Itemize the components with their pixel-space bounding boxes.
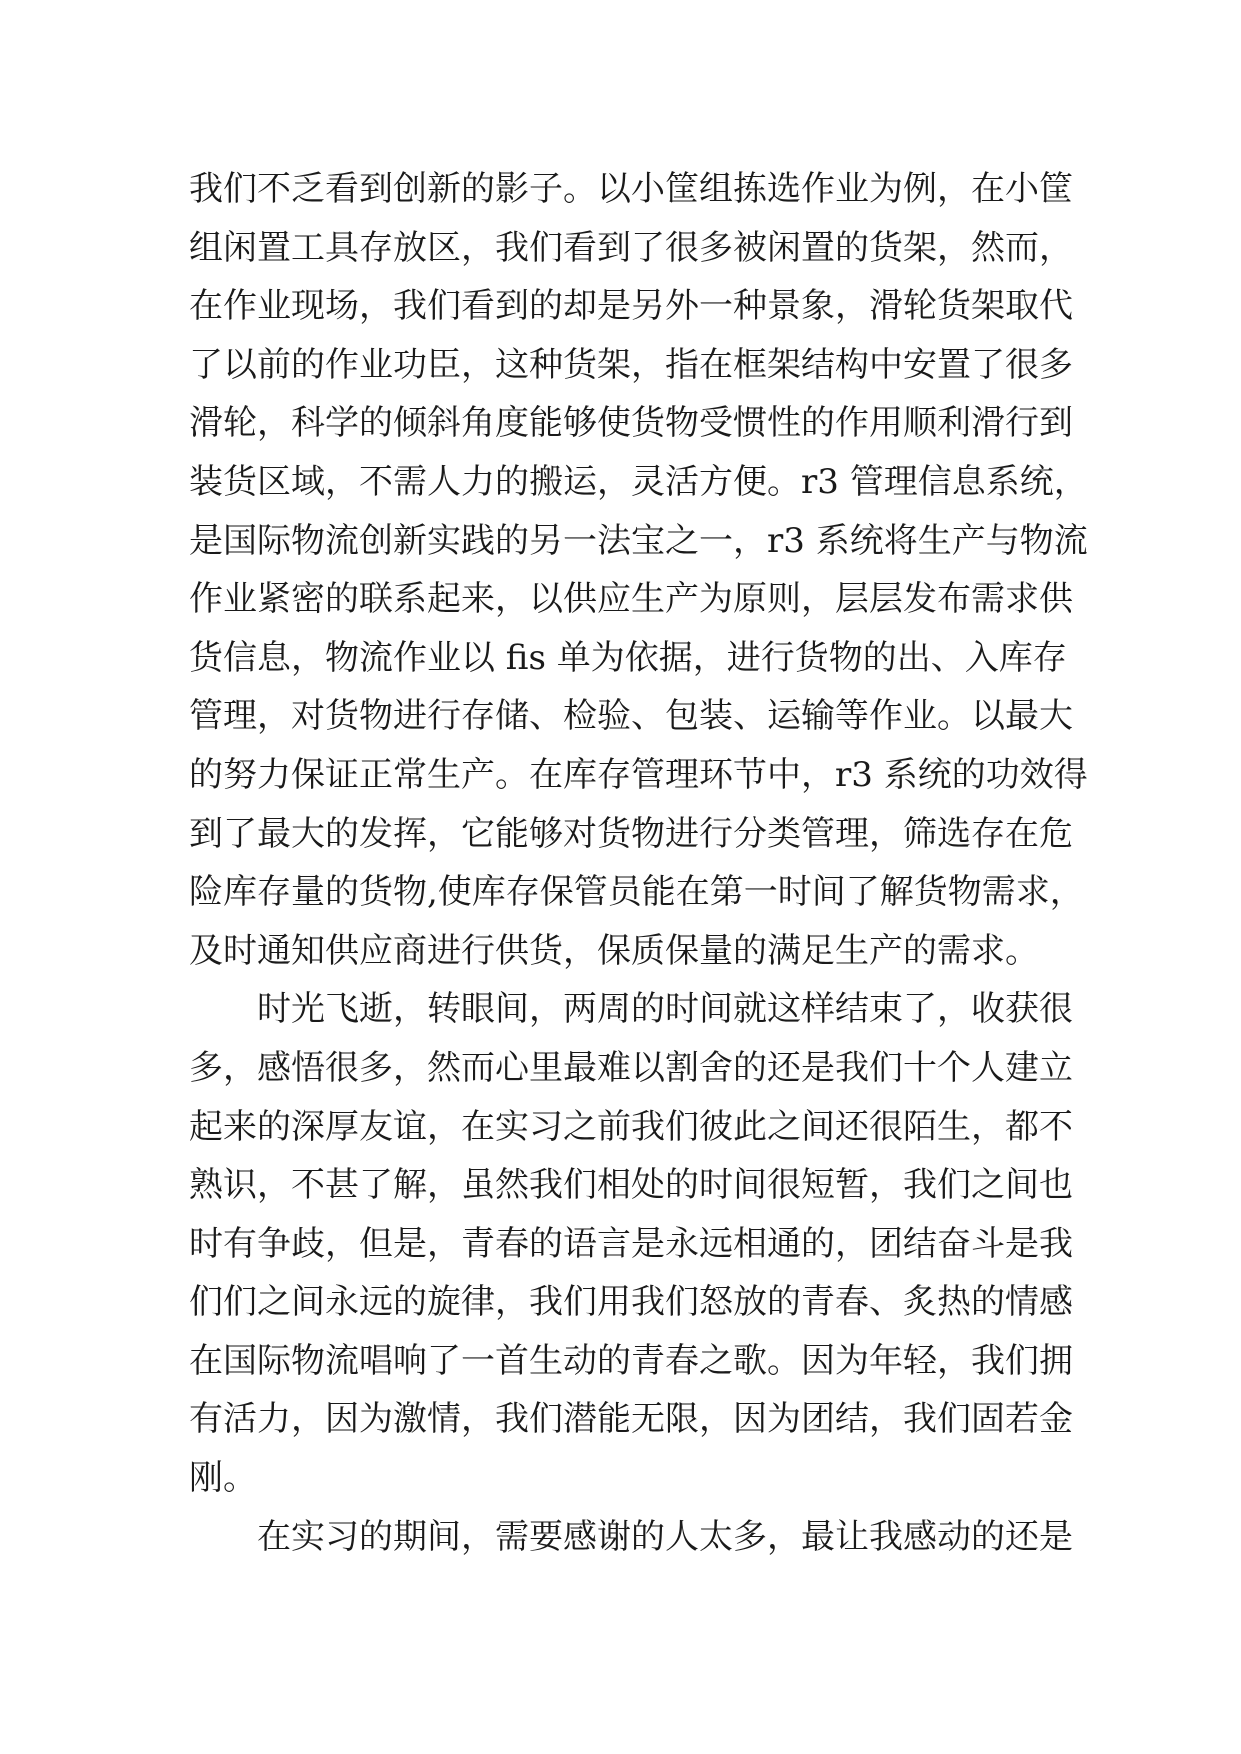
text-line: 装货区域，不需人力的搬运，灵活方便。r3 管理信息系统， [189, 461, 1088, 502]
paragraph-start-line: 时光飞逝，转眼间，两周的时间就这样结束了，收获很 [257, 989, 1073, 1030]
text-line: 管理，对货物进行存储、检验、包装、运输等作业。以最大 [189, 696, 1073, 737]
text-line: 的努力保证正常生产。在库存管理环节中，r3 系统的功效得 [189, 754, 1088, 795]
text-line: 险库存量的货物,使库存保管员能在第一时间了解货物需求， [189, 872, 1084, 913]
text-line: 时有争歧，但是，青春的语言是永远相通的，团结奋斗是我 [189, 1223, 1073, 1264]
text-line: 多，感悟很多，然而心里最难以割舍的还是我们十个人建立 [189, 1047, 1073, 1088]
text-line: 作业紧密的联系起来，以供应生产为原则，层层发布需求供 [189, 579, 1073, 620]
text-line: 是国际物流创新实践的另一法宝之一，r3 系统将生产与物流 [189, 520, 1088, 561]
text-line: 我们不乏看到创新的影子。以小筐组拣选作业为例，在小筐 [189, 169, 1073, 209]
text-line: 刚。 [189, 1458, 257, 1499]
text-line: 滑轮，科学的倾斜角度能够使货物受惯性的作用顺利滑行到 [189, 403, 1073, 444]
text-line: 到了最大的发挥，它能够对货物进行分类管理，筛选存在危 [189, 813, 1073, 854]
text-line: 们们之间永远的旋律，我们用我们怒放的青春、炙热的情感 [189, 1282, 1073, 1323]
text-line: 在国际物流唱响了一首生动的青春之歌。因为年轻，我们拥 [189, 1340, 1073, 1381]
body-text [189, 160, 1088, 1566]
text-line: 在作业现场，我们看到的却是另外一种景象，滑轮货架取代 [189, 286, 1073, 327]
paragraph-start-line: 在实习的期间，需要感谢的人太多，最让我感动的还是 [257, 1516, 1073, 1557]
text-line: 起来的深厚友谊，在实习之前我们彼此之间还很陌生，都不 [189, 1106, 1073, 1147]
text-line: 及时通知供应商进行供货，保质保量的满足生产的需求。 [189, 930, 1039, 971]
text-line: 有活力，因为激情，我们潜能无限，因为团结，我们固若金 [189, 1399, 1073, 1440]
text-line: 熟识，不甚了解，虽然我们相处的时间很短暂，我们之间也 [189, 1165, 1073, 1206]
text-line: 了以前的作业功臣，这种货架，指在框架结构中安置了很多 [189, 344, 1073, 385]
text-line: 货信息，物流作业以 fis 单为依据，进行货物的出、入库存 [189, 637, 1067, 678]
text-line: 组闲置工具存放区，我们看到了很多被闲置的货架，然而， [189, 227, 1073, 268]
